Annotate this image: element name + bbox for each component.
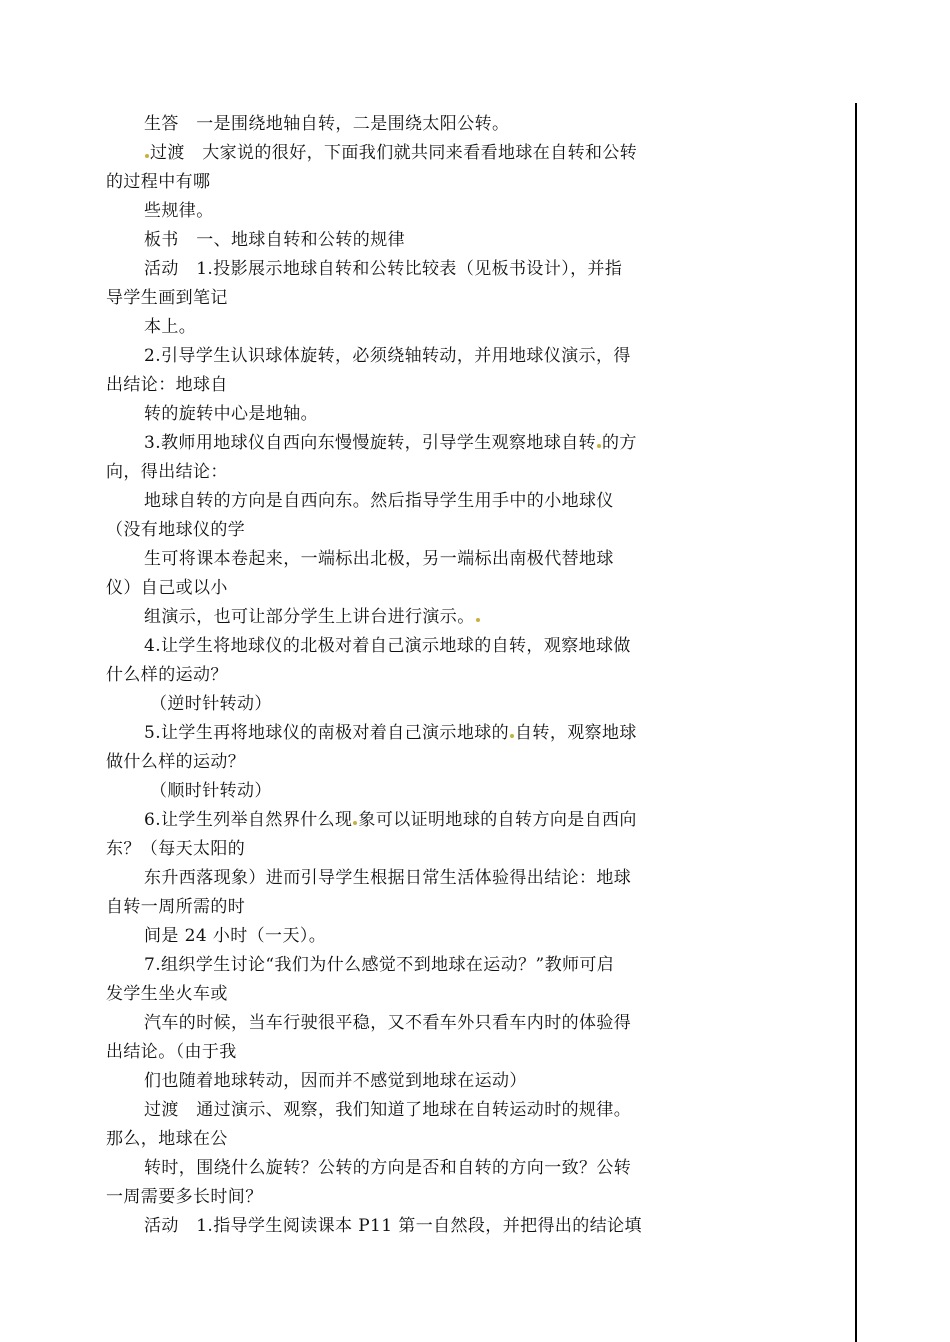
text-line — [106, 1214, 696, 1243]
text-line — [106, 692, 696, 721]
text-line — [106, 141, 696, 170]
line-text: 那么，地球在公 — [106, 1129, 228, 1149]
text-line — [106, 808, 696, 837]
line-text: 活动 1.指导学生阅读课本 P11 第一自然段，并把得出的结论填 — [144, 1216, 642, 1236]
text-line — [106, 895, 696, 924]
line-text: 自转一周所需的时 — [106, 897, 246, 917]
line-text: （没有地球仪的学 — [106, 520, 246, 540]
text-line — [106, 866, 696, 895]
text-line — [106, 750, 696, 779]
text-line — [106, 460, 696, 489]
line-text: 出结论：地球自 — [106, 375, 228, 395]
text-line — [106, 547, 696, 576]
text-line — [106, 924, 696, 953]
dot-mark — [510, 734, 514, 738]
document-body — [106, 112, 696, 1243]
text-line — [106, 112, 696, 141]
dot-mark — [353, 821, 357, 825]
text-line — [106, 199, 696, 228]
dot-mark — [597, 444, 601, 448]
text-line — [106, 837, 696, 866]
line-text-continued: 象可以证明地球的自转方向是自西向 — [358, 810, 637, 830]
line-text: 东？（每天太阳的 — [106, 839, 246, 859]
line-text: 过渡 大家说的很好，下面我们就共同来看看地球在自转和公转 — [150, 143, 638, 163]
text-line — [106, 286, 696, 315]
line-text: 做什么样的运动？ — [106, 752, 246, 772]
text-line — [106, 373, 696, 402]
line-text: 3.教师用地球仪自西向东慢慢旋转，引导学生观察地球自转 — [144, 433, 597, 453]
text-line — [106, 228, 696, 257]
text-line — [106, 489, 696, 518]
line-text: 地球自转的方向是自西向东。然后指导学生用手中的小地球仪 — [144, 491, 614, 511]
text-line — [106, 1156, 696, 1185]
dot-mark — [145, 154, 149, 158]
text-line — [106, 1098, 696, 1127]
text-line — [106, 315, 696, 344]
line-text-continued: 自转，观察地球 — [515, 723, 637, 743]
line-text: 向，得出结论： — [106, 462, 228, 482]
line-text: 生答 一是围绕地轴自转，二是围绕太阳公转。 — [144, 114, 510, 134]
line-text: 6.让学生列举自然界什么现 — [144, 810, 353, 830]
line-text: 4.让学生将地球仪的北极对着自己演示地球的自转，观察地球做 — [144, 636, 631, 656]
line-text: 本上。 — [144, 317, 197, 337]
text-line — [106, 953, 696, 982]
text-line — [106, 721, 696, 750]
line-text: 汽车的时候，当车行驶很平稳，又不看车外只看车内时的体验得 — [144, 1013, 632, 1033]
line-text: （逆时针转动） — [150, 694, 272, 714]
text-line — [106, 576, 696, 605]
text-line — [106, 402, 696, 431]
line-text: 些规律。 — [144, 201, 214, 221]
line-text: 的过程中有哪 — [106, 172, 211, 192]
line-text: 5.让学生再将地球仪的南极对着自己演示地球的 — [144, 723, 510, 743]
line-text: 组演示，也可让部分学生上讲台进行演示。 — [144, 607, 475, 627]
text-line — [106, 344, 696, 373]
line-text: 板书 一、地球自转和公转的规律 — [144, 230, 405, 250]
line-text: 发学生坐火车或 — [106, 984, 228, 1004]
line-text: 转时，围绕什么旋转？公转的方向是否和自转的方向一致？公转 — [144, 1158, 632, 1178]
margin-rule — [855, 103, 857, 1342]
text-line — [106, 779, 696, 808]
text-line — [106, 1040, 696, 1069]
line-text: 转的旋转中心是地轴。 — [144, 404, 318, 424]
line-text: 什么样的运动？ — [106, 665, 228, 685]
line-text: 2.引导学生认识球体旋转，必须绕轴转动，并用地球仪演示，得 — [144, 346, 631, 366]
line-text: 东升西落现象）进而引导学生根据日常生活体验得出结论：地球 — [144, 868, 632, 888]
text-line — [106, 982, 696, 1011]
text-line — [106, 1011, 696, 1040]
text-line — [106, 257, 696, 286]
text-line — [106, 431, 696, 460]
text-line — [106, 170, 696, 199]
line-text-continued: 的方 — [602, 433, 637, 453]
line-text: 一周需要多长时间？ — [106, 1187, 263, 1207]
line-text: 7.组织学生讨论“我们为什么感觉不到地球在运动？”教师可启 — [144, 955, 615, 975]
text-line — [106, 605, 696, 634]
text-line — [106, 1069, 696, 1098]
line-text: 们也随着地球转动，因而并不感觉到地球在运动） — [144, 1071, 527, 1091]
line-text: 过渡 通过演示、观察，我们知道了地球在自转运动时的规律。 — [144, 1100, 632, 1120]
line-text: 生可将课本卷起来，一端标出北极，另一端标出南极代替地球 — [144, 549, 614, 569]
line-text: 出结论。（由于我 — [106, 1042, 237, 1062]
line-text: 仪）自己或以小 — [106, 578, 228, 598]
text-line — [106, 518, 696, 547]
line-text: 活动 1.投影展示地球自转和公转比较表（见板书设计），并指 — [144, 259, 623, 279]
text-line — [106, 1127, 696, 1156]
line-text: 导学生画到笔记 — [106, 288, 228, 308]
dot-mark — [476, 618, 480, 622]
text-line — [106, 634, 696, 663]
line-text: 间是 24 小时（一天）。 — [144, 926, 327, 946]
text-line — [106, 1185, 696, 1214]
line-text: （顺时针转动） — [150, 781, 272, 801]
text-line — [106, 663, 696, 692]
